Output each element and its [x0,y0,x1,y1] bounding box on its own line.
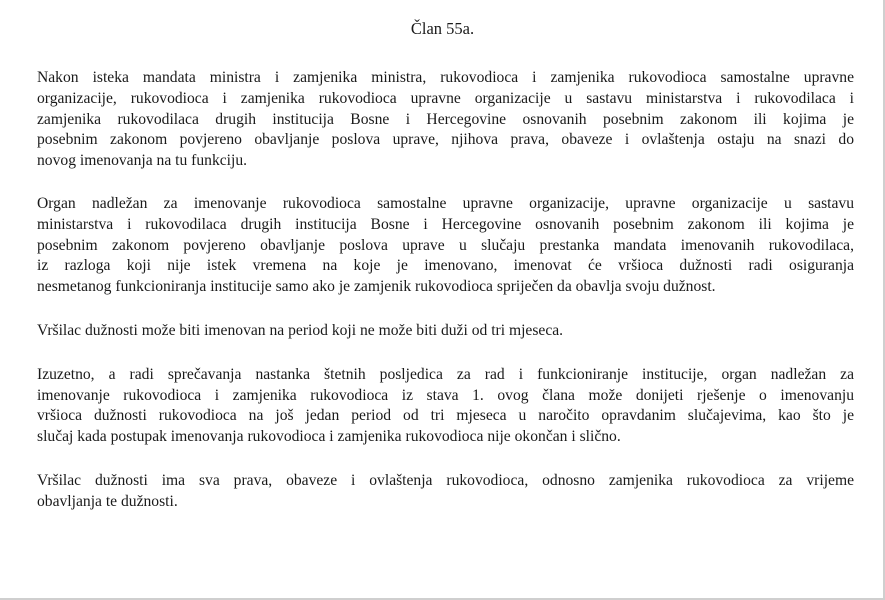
text-line: slučaj kada postupak imenovanja rukovodioca i zamjenika rukovodioca nije okončan i slično. [37,428,621,446]
text-line: Izuzetno, a radi sprečavanja nastanka štetnih posljedica za rad i funkcioniranje institucije, organ nadležan za [37,365,854,383]
paragraph-5 [37,471,854,513]
text-line: posebnim zakonom povjereno obavljanje poslova uprave u slučaju prestanka mandata imenovanih rukovodilaca, [37,236,854,254]
text-line: Organ nadležan za imenovanje rukovodioca samostalne upravne organizacije, upravne organizacije u sastavu [37,194,854,212]
text-line: nesmetanog funkcioniranja institucije samo ako je zamjenik rukovodioca spriječen da obavlja svoju dužnost. [37,278,716,296]
text-line: Nakon isteka mandata ministra i zamjenika ministra, rukovodioca i zamjenika rukovodioca samostalne upravne [37,69,854,86]
text-line: novog imenovanja na tu funkciju. [37,152,248,170]
paragraph-1 [37,68,854,172]
article-title: Član 55a. [410,19,475,38]
text-line: zamjenika rukovodilaca drugih institucija Bosne i Hercegovine osnovanih posebnim zakonom ili kojima je [37,110,854,128]
text-line: posebnim zakonom povjereno obavljanje poslova uprave, njihova prava, obaveze i ovlaštenja ostaju na snazi do [37,131,854,149]
paragraph-3 [37,321,854,342]
text-line: obavljanja te dužnosti. [37,492,178,510]
paragraph-2 [37,194,854,298]
text-line: imenovanje rukovodioca i zamjenika rukovodioca iz stava 1. ovog člana može donijeti rješenje o imenovanju [37,386,854,404]
article-body [37,68,854,513]
text-line: organizacije, rukovodioca i zamjenika rukovodioca upravne organizacije u sastavu ministarstva i rukovodilaca i [37,89,854,107]
text-line: Vršilac dužnosti ima sva prava, obaveze i ovlaštenja rukovodioca, odnosno zamjenika rukovodioca za vrijeme [37,471,854,489]
text-line: Vršilac dužnosti može biti imenovan na period koji ne može biti duži od tri mjeseca. [37,321,564,339]
paragraph-4 [37,365,854,448]
text-line: vršioca dužnosti rukovodioca na još jedan period od tri mjeseca u naročito opravdanim slučajevima, kao što je [37,407,854,425]
text-line: iz razloga koji nije istek vremena na koje je imenovano, imenovat će vršioca dužnosti radi osiguranja [37,257,854,275]
text-line: ministarstva i rukovodilaca drugih institucija Bosne i Hercegovine osnovanih posebnim zakonom ili kojima je [37,215,854,233]
